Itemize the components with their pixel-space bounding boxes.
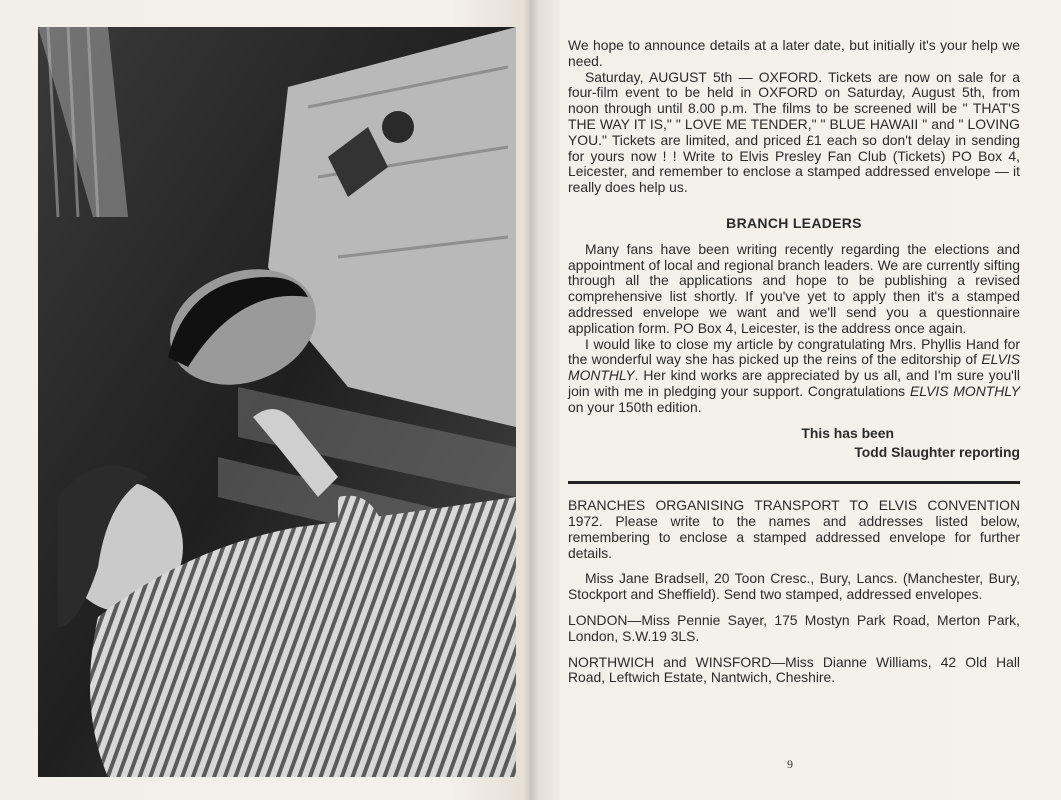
closing-text-start: I would like to close my article by congratulating Mrs. Phyllis Hand for the wonderful way she has picked up the reins of the editorship of: [568, 335, 1020, 368]
spacer: [568, 645, 1020, 655]
film-still-photo: [38, 27, 516, 777]
left-page: [0, 0, 530, 800]
branch-entry-bury: Miss Jane Bradsell, 20 Toon Cresc., Bury, Lancs. (Manchester, Bury, Stockport and Sheffield). Send two stamped, addressed envelopes.: [568, 570, 1020, 603]
page-gutter: [524, 0, 538, 800]
article-paragraph-intro: We hope to announce details at a later date, but initially it's your help we need.: [568, 37, 1020, 69]
branch-entry-london: LONDON—Miss Pennie Sayer, 175 Mostyn Park Road, Merton Park, London, S.W.19 3LS.: [568, 611, 1020, 644]
signature-line-2: Todd Slaughter reporting: [854, 444, 1020, 461]
branches-intro: BRANCHES ORGANISING TRANSPORT TO ELVIS CONVENTION 1972. Please write to the names and addresses listed below, remembering to enclose a stamped addressed envelope for further details.: [568, 497, 1020, 561]
closing-text-mid: . Her kind works are appreciated by us all, and I'm sure you'll join with me in pledging your support. Congratulations: [568, 367, 1020, 399]
closing-text-end: on your 150th edition.: [568, 398, 702, 415]
magazine-title-2: ELVIS MONTHLY: [909, 382, 1020, 399]
photo-illustration: [38, 27, 516, 777]
article-paragraph-closing: [568, 337, 1020, 416]
article-paragraph-branch-leaders: Many fans have been writing recently regarding the elections and appointment of local and regional branch leaders. We are currently sifting through all the applications and hope to be publishing a revised comprehensive list shortly. If you've yet to apply then it's a stamped addressed envelope we want and we'll send you a questionnaire application form. PO Box 4, Leicester, is the address once again.: [568, 240, 1020, 336]
signature-line-1: This has been: [801, 424, 894, 441]
section-heading: BRANCH LEADERS: [726, 214, 862, 231]
article-paragraph-oxford: Saturday, AUGUST 5th — OXFORD. Tickets are now on sale for a four-film event to be held in OXFORD on Saturday, August 5th, from noon through until 8.00 p.m. The films to be screened will be " THAT'S THE WAY IT IS," " LOVE ME TENDER," " BLUE HAWAII " and " LOVING YOU." Tickets are limited, and priced £1 each so don't delay in sending for yours now ! ! Write to Elvis Presley Fan Club (Tickets) PO Box 4, Leicester, and remember to enclose a stamped addressed envelope — it really does help us.: [568, 68, 1020, 196]
article-column: [568, 38, 1020, 686]
section-divider: [568, 481, 1020, 484]
page-number: 9: [787, 757, 793, 771]
branch-entry-northwich: NORTHWICH and WINSFORD—Miss Dianne Williams, 42 Old Hall Road, Leftwich Estate, Nantwich, Cheshire.: [568, 653, 1020, 686]
magazine-title-1: ELVIS MONTHLY: [568, 351, 1020, 384]
